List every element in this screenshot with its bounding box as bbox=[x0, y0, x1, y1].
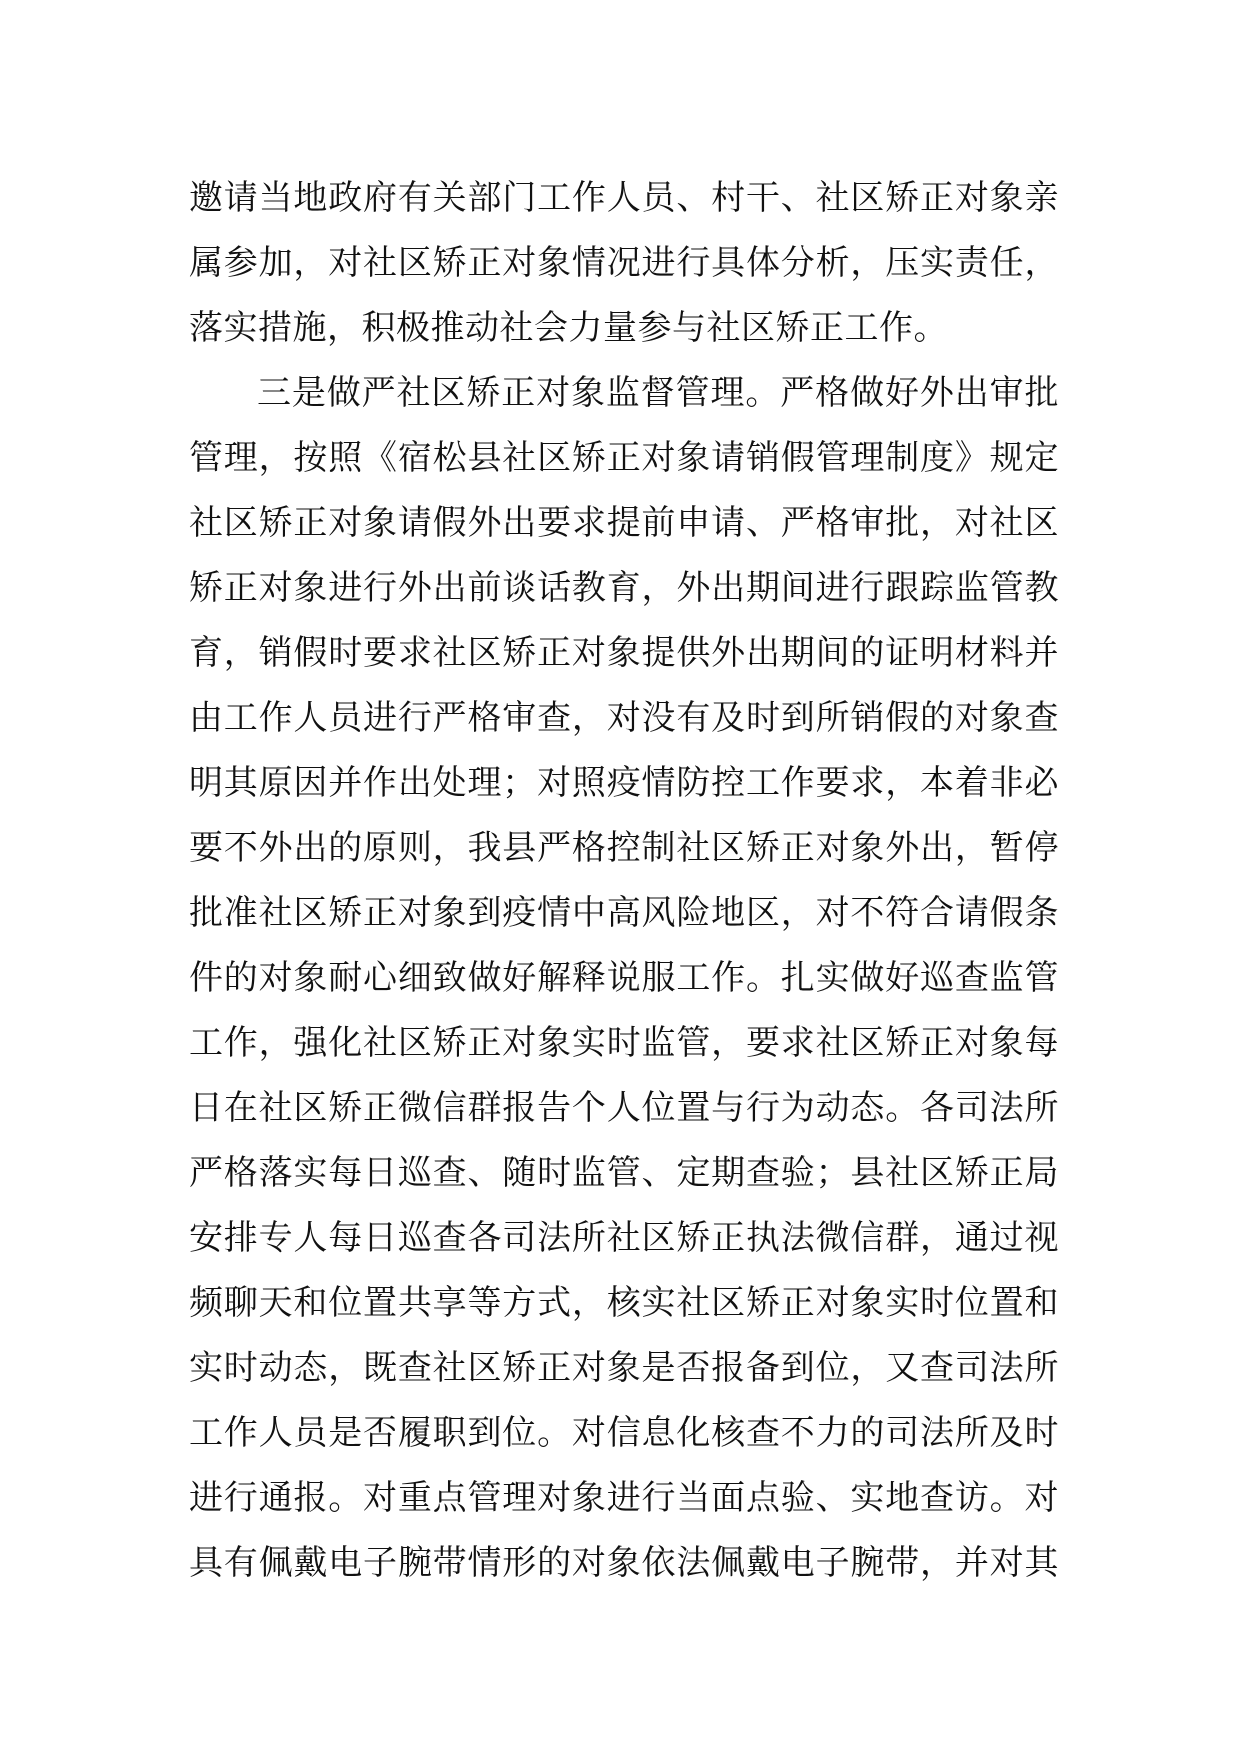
text-line: 日在社区矫正微信群报告个人位置与行为动态。各司法所 bbox=[189, 1088, 1059, 1128]
text-line: 工作人员是否履职到位。对信息化核查不力的司法所及时 bbox=[189, 1413, 1059, 1453]
text-line: 矫正对象进行外出前谈话教育，外出期间进行跟踪监管教 bbox=[189, 568, 1059, 608]
text-line-paragraph-start: 三是做严社区矫正对象监督管理。严格做好外出审批 bbox=[257, 373, 1059, 413]
text-line: 管理，按照《宿松县社区矫正对象请销假管理制度》规定 bbox=[189, 438, 1059, 478]
text-line: 批准社区矫正对象到疫情中高风险地区，对不符合请假条 bbox=[189, 893, 1059, 933]
text-line: 由工作人员进行严格审查，对没有及时到所销假的对象查 bbox=[189, 698, 1059, 738]
text-line: 育，销假时要求社区矫正对象提供外出期间的证明材料并 bbox=[189, 633, 1059, 673]
text-line: 明其原因并作出处理；对照疫情防控工作要求，本着非必 bbox=[189, 763, 1059, 803]
text-line: 要不外出的原则，我县严格控制社区矫正对象外出，暂停 bbox=[189, 828, 1059, 868]
text-line: 社区矫正对象请假外出要求提前申请、严格审批，对社区 bbox=[189, 503, 1059, 543]
text-line: 频聊天和位置共享等方式，核实社区矫正对象实时位置和 bbox=[189, 1283, 1059, 1323]
text-line: 安排专人每日巡查各司法所社区矫正执法微信群，通过视 bbox=[189, 1218, 1059, 1258]
text-line-paragraph-end: 落实措施，积极推动社会力量参与社区矫正工作。 bbox=[189, 308, 948, 348]
text-line: 工作，强化社区矫正对象实时监管，要求社区矫正对象每 bbox=[189, 1023, 1059, 1063]
text-line: 属参加，对社区矫正对象情况进行具体分析，压实责任， bbox=[189, 243, 1059, 283]
text-line: 进行通报。对重点管理对象进行当面点验、实地查访。对 bbox=[189, 1478, 1059, 1518]
text-line: 严格落实每日巡查、随时监管、定期查验；县社区矫正局 bbox=[189, 1153, 1059, 1193]
text-line: 件的对象耐心细致做好解释说服工作。扎实做好巡查监管 bbox=[189, 958, 1059, 998]
text-line: 实时动态，既查社区矫正对象是否报备到位，又查司法所 bbox=[189, 1348, 1059, 1388]
text-line: 具有佩戴电子腕带情形的对象依法佩戴电子腕带，并对其 bbox=[189, 1543, 1059, 1583]
document-body-text bbox=[189, 166, 1059, 1596]
text-line: 邀请当地政府有关部门工作人员、村干、社区矫正对象亲 bbox=[189, 178, 1059, 218]
